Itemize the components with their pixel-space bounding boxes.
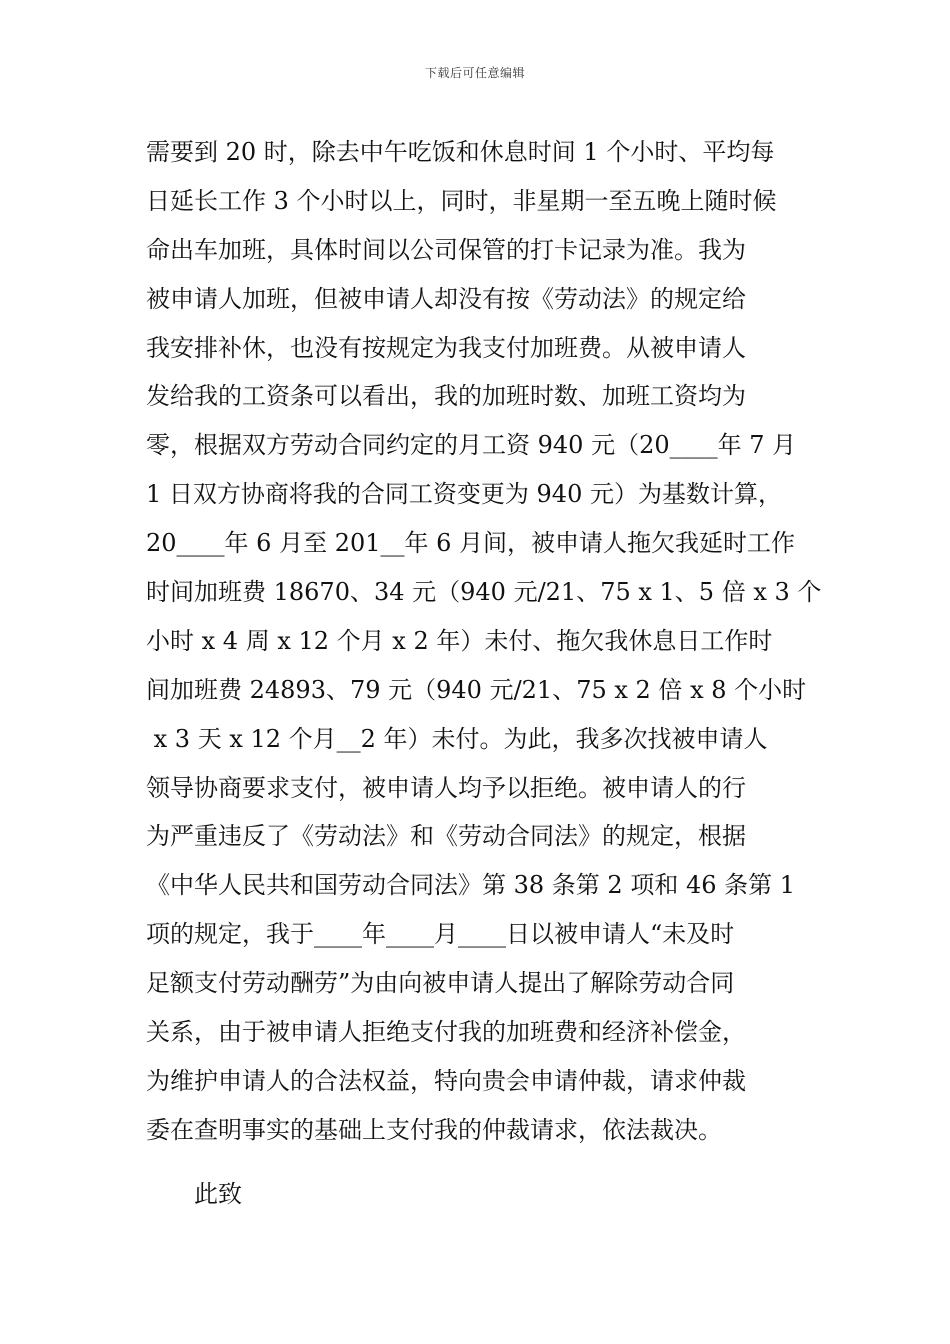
page-header-note: 下载后可任意编辑 xyxy=(424,66,525,80)
text-line: 为维护申请人的合法权益，特向贵会申请仲裁，请求仲裁 xyxy=(146,1066,746,1095)
text-line: 领导协商要求支付，被申请人均予以拒绝。被申请人的行 xyxy=(146,773,746,802)
closing-salutation: 此致 xyxy=(194,1180,242,1208)
text-line: 被申请人加班，但被申请人却没有按《劳动法》的规定给 xyxy=(146,284,746,313)
text-line: 间加班费 24893、79 元（940 元/21、75 x 2 倍 x 8 个小时 xyxy=(146,675,807,704)
text-line: 《中华人民共和国劳动合同法》第 38 条第 2 项和 46 条第 1 xyxy=(146,871,796,900)
text-line: 足额支付劳动酬劳”为由向被申请人提出了解除劳动合同 xyxy=(146,969,735,998)
text-line: 命出车加班，具体时间以公司保管的打卡记录为准。我为 xyxy=(146,235,746,264)
text-line: 委在查明事实的基础上支付我的仲裁请求，依法裁决。 xyxy=(146,1115,722,1144)
text-line: 时间加班费 18670、34 元（940 元/21、75 x 1、5 倍 x 3 个 xyxy=(146,578,822,607)
text-line: 关系，由于被申请人拒绝支付我的加班费和经济补偿金， xyxy=(146,1018,746,1047)
text-line: x 3 天 x 12 个月__2 年）未付。为此，我多次找被申请人 xyxy=(146,724,768,753)
text-line: 需要到 20 时，除去中午吃饭和休息时间 1 个小时、平均每 xyxy=(146,138,775,166)
text-line: 20____年 6 月至 201__年 6 月间，被申请人拖欠我延时工作 xyxy=(146,529,796,558)
text-line: 零，根据双方劳动合同约定的月工资 940 元（20____年 7 月 xyxy=(146,431,797,460)
text-line: 我安排补休，也没有按规定为我支付加班费。从被申请人 xyxy=(146,333,746,362)
text-line: 为严重违反了《劳动法》和《劳动合同法》的规定，根据 xyxy=(146,822,746,851)
text-line: 小时 x 4 周 x 12 个月 x 2 年）未付、拖欠我休息日工作时 xyxy=(146,626,773,655)
text-line: 日延长工作 3 个小时以上，同时，非星期一至五晚上随时候 xyxy=(146,186,777,215)
text-line: 1 日双方协商将我的合同工资变更为 940 元）为基数计算， xyxy=(146,480,782,509)
text-line: 项的规定，我于____年____月____日以被申请人“未及时 xyxy=(146,920,735,949)
body-paragraph xyxy=(146,128,822,1155)
text-line: 发给我的工资条可以看出，我的加班时数、加班工资均为 xyxy=(146,382,746,411)
